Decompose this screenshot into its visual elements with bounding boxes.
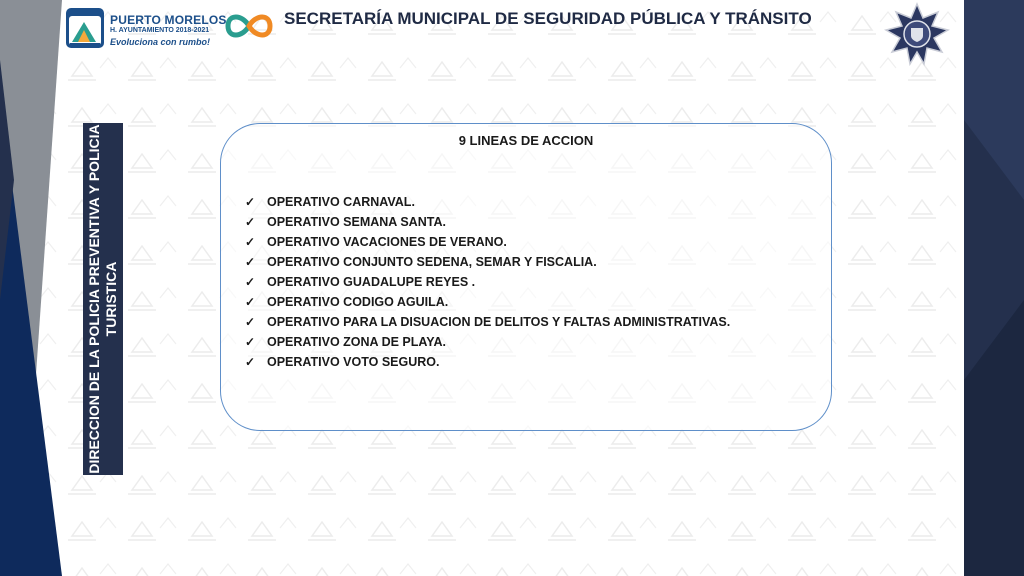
list-item bbox=[245, 272, 730, 292]
check-icon: ✓ bbox=[245, 315, 256, 329]
list-item-label: OPERATIVO VACACIONES DE VERANO. bbox=[267, 235, 507, 249]
list-item-label: OPERATIVO CONJUNTO SEDENA, SEMAR Y FISCALIA. bbox=[267, 255, 597, 269]
infinity-logo-icon bbox=[224, 12, 274, 40]
list-item bbox=[245, 252, 730, 272]
check-icon: ✓ bbox=[245, 195, 256, 209]
check-icon: ✓ bbox=[245, 275, 256, 289]
list-item-label: OPERATIVO VOTO SEGURO. bbox=[267, 355, 440, 369]
list-item-label: OPERATIVO ZONA DE PLAYA. bbox=[267, 335, 446, 349]
action-list bbox=[245, 192, 730, 372]
list-item bbox=[245, 292, 730, 312]
side-banner-text: DIRECCION DE LA POLICIA PREVENTIVA Y POLICIA TURISTICA bbox=[86, 124, 119, 474]
brand-slogan: Evoluciona con rumbo! bbox=[110, 37, 211, 47]
list-item-label: OPERATIVO PARA LA DISUACION DE DELITOS Y FALTAS ADMINISTRATIVAS. bbox=[267, 315, 731, 329]
list-item bbox=[245, 232, 730, 252]
check-icon: ✓ bbox=[245, 355, 256, 369]
brand-subtitle: H. AYUNTAMIENTO 2018-2021 bbox=[110, 27, 210, 34]
page-title: SECRETARÍA MUNICIPAL DE SEGURIDAD PÚBLICA Y TRÁNSITO bbox=[284, 9, 812, 28]
list-item-label: OPERATIVO GUADALUPE REYES . bbox=[267, 275, 476, 289]
card-title: 9 LINEAS DE ACCION bbox=[458, 133, 594, 148]
right-decoration bbox=[964, 0, 1024, 576]
check-icon: ✓ bbox=[245, 215, 256, 229]
list-item bbox=[245, 312, 730, 332]
check-icon: ✓ bbox=[245, 335, 256, 349]
check-icon: ✓ bbox=[245, 295, 256, 309]
side-banner bbox=[83, 123, 123, 475]
left-decoration bbox=[0, 0, 90, 576]
list-item-label: OPERATIVO CODIGO AGUILA. bbox=[267, 295, 449, 309]
check-icon: ✓ bbox=[245, 235, 256, 249]
list-item bbox=[245, 192, 730, 212]
list-item bbox=[245, 212, 730, 232]
police-badge-icon bbox=[882, 2, 952, 66]
check-icon: ✓ bbox=[245, 255, 256, 269]
list-item-label: OPERATIVO CARNAVAL. bbox=[267, 195, 415, 209]
list-item bbox=[245, 352, 730, 372]
brand-name: PUERTO MORELOS bbox=[110, 13, 227, 27]
list-item bbox=[245, 332, 730, 352]
action-lines-card bbox=[220, 123, 832, 431]
brand-mark-icon bbox=[64, 4, 106, 50]
list-item-label: OPERATIVO SEMANA SANTA. bbox=[267, 215, 446, 229]
